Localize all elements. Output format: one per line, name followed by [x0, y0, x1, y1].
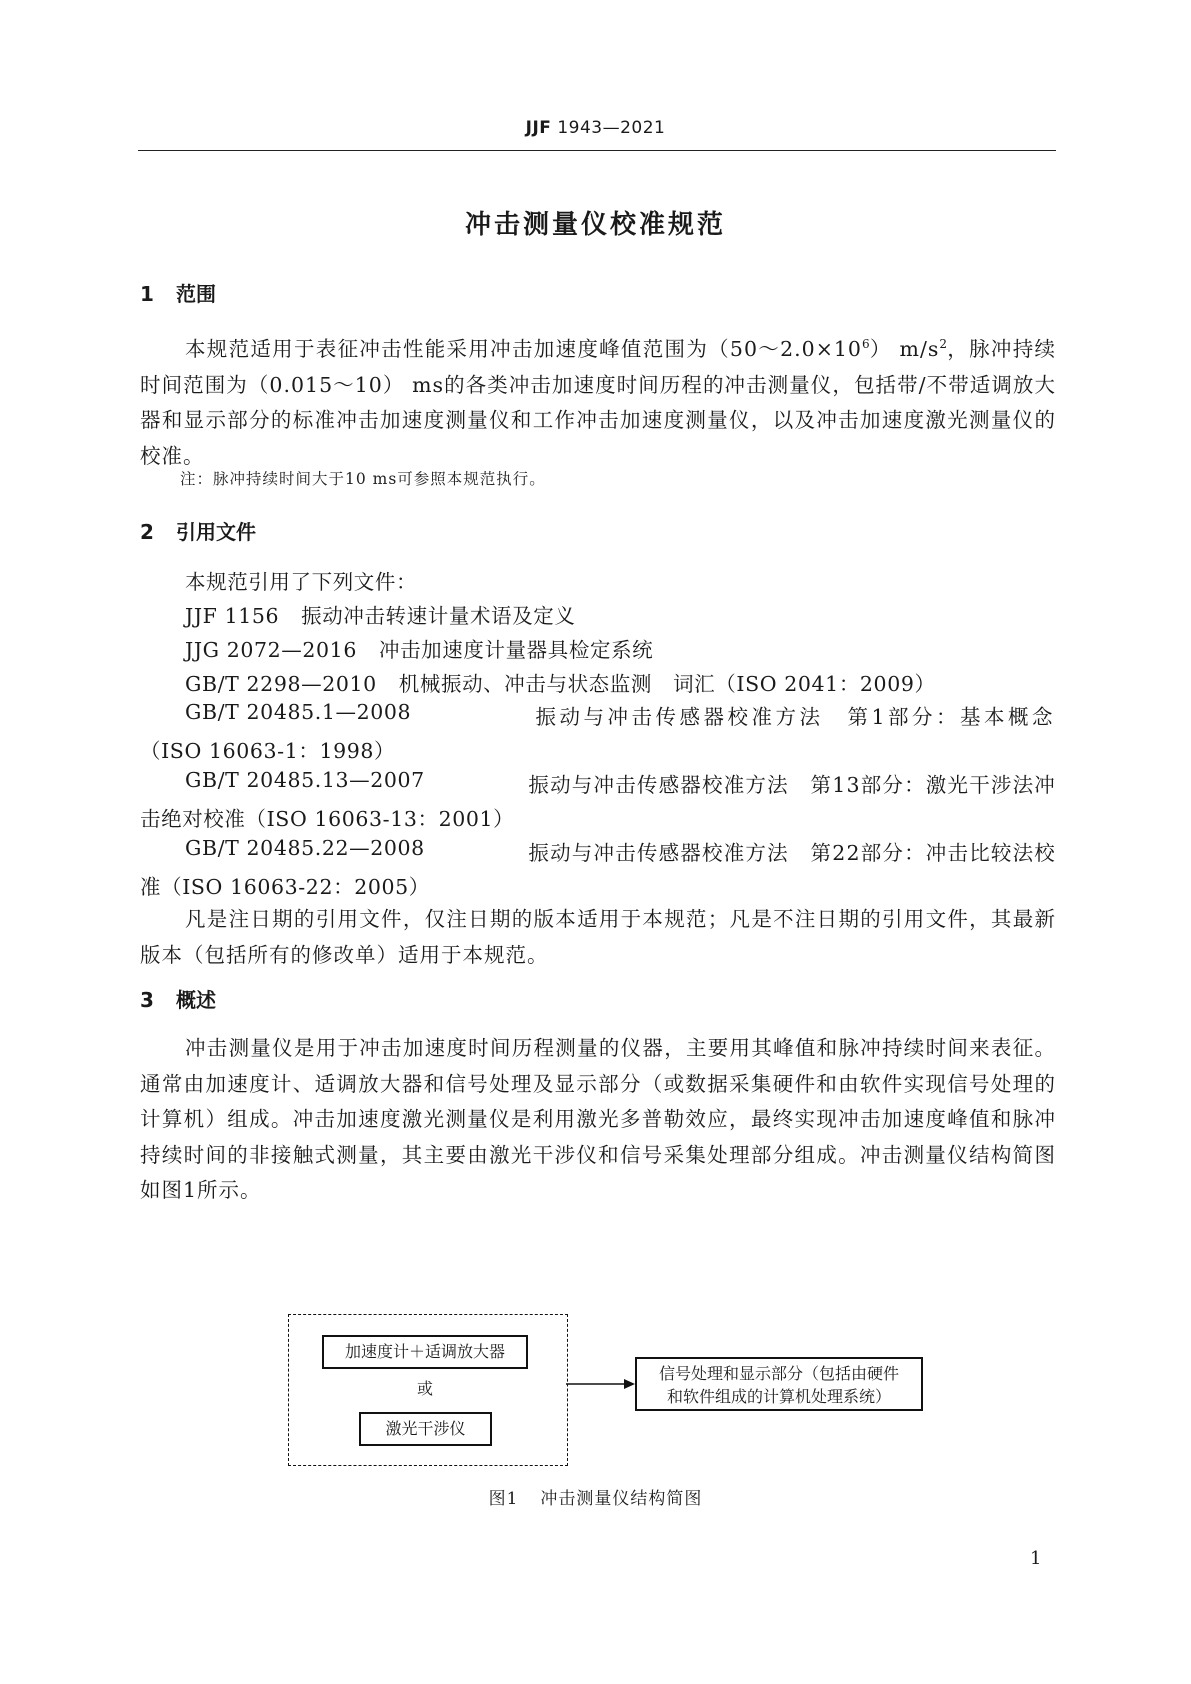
section-3-paragraph: 冲击测量仪是用于冲击加速度时间历程测量的仪器，主要用其峰值和脉冲持续时间来表征。通常由加速度计、适调放大器和信号处理及显示部分（或数据采集硬件和由软件实现信号处理的计算机）组成。冲击加速度激光测量仪是利用激光多普勒效应，最终实现冲击加速度峰值和脉冲持续时间的非接触式测量，其主要由激光干涉仪和信号采集处理部分组成。冲击测量仪结构简图如图1所示。: [140, 1036, 1056, 1202]
section-1-paragraph: [140, 327, 1056, 474]
reference-code: GB/T 20485.22—2008: [185, 836, 425, 860]
reference-item: [185, 599, 575, 629]
reference-title: 振动与冲击传感器校准方法 第1部分：基本概念: [535, 705, 1056, 729]
reference-title: 振动冲击转速计量术语及定义: [301, 604, 576, 628]
signal-processing-line-1: 信号处理和显示部分（包括由硬件: [658, 1364, 899, 1383]
section-2-number: 2: [140, 520, 154, 544]
section-3-title: 概述: [176, 988, 216, 1012]
reference-code: JJG 2072—2016: [185, 638, 357, 662]
reference-item-4-cont: （ISO 16063-1：1998）: [140, 739, 396, 763]
reference-title: 振动与冲击传感器校准方法 第22部分：冲击比较法校: [528, 841, 1056, 865]
reference-item-5: [185, 768, 1056, 798]
document-code-prefix: JJF: [525, 118, 552, 138]
section-1-text-c: ，脉冲持续时间范围为（0.015～10） ms的各类冲击加速度时间历程的冲击测量仪，包括带/不带适调放大器和显示部分的标准冲击加速度测量仪和工作冲击加速度测量仪，以及冲击加速度激光测量仪的校准。: [140, 337, 1056, 468]
figure-caption: [0, 1484, 1191, 1509]
reference-title: 冲击加速度计量器具检定系统: [378, 638, 654, 662]
header-rule: [138, 150, 1056, 151]
reference-code: GB/T 20485.13—2007: [185, 768, 425, 792]
section-2-heading: [140, 516, 256, 545]
signal-processing-box: [635, 1357, 923, 1411]
or-label: 或: [416, 1379, 433, 1398]
page-title: 冲击测量仪校准规范: [464, 210, 726, 240]
section-3-number: 3: [140, 988, 154, 1012]
arrow-icon: [566, 1376, 636, 1392]
figure-caption-text: 冲击测量仪结构简图: [540, 1489, 703, 1509]
document-code-number: 1943—2021: [557, 118, 666, 138]
section-1-text-b: ） m/s: [869, 337, 940, 361]
reference-code: GB/T 2298—2010: [185, 672, 377, 696]
reference-item-6: [185, 836, 1056, 866]
section-3-heading: [140, 984, 216, 1013]
document-code: [0, 118, 1191, 138]
exponent-2: 2: [939, 337, 948, 351]
reference-item: [185, 667, 936, 697]
laser-interferometer-box: 激光干涉仪: [359, 1412, 492, 1446]
reference-item: [185, 633, 653, 663]
section-1-heading: [140, 278, 216, 307]
reference-code: JJF 1156: [185, 604, 280, 628]
page-number: 1: [1030, 1548, 1042, 1569]
reference-code: GB/T 20485.1—2008: [185, 700, 412, 724]
section-2-title: 引用文件: [176, 520, 256, 544]
reference-item-5-cont: 击绝对校准（ISO 16063-13：2001）: [140, 807, 515, 831]
exponent-6: 6: [861, 337, 870, 351]
accelerometer-amplifier-box: 加速度计＋适调放大器: [322, 1335, 528, 1369]
reference-item-6-cont: 准（ISO 16063-22：2005）: [140, 875, 430, 899]
section-2-intro: 本规范引用了下列文件：: [185, 570, 418, 594]
section-1-text-a: 本规范适用于表征冲击性能采用冲击加速度峰值范围为（50～2.0×10: [185, 337, 862, 361]
section-2-closing: 凡是注日期的引用文件，仅注日期的版本适用于本规范；凡是不注日期的引用文件，其最新版本（包括所有的修改单）适用于本规范。: [140, 907, 1056, 967]
section-1-title: 范围: [176, 282, 216, 306]
reference-title: 振动与冲击传感器校准方法 第13部分：激光干涉法冲: [528, 773, 1056, 797]
reference-title: 机械振动、冲击与状态监测 词汇（ISO 2041：2009）: [398, 672, 936, 696]
section-1-note: 注：脉冲持续时间大于10 ms可参照本规范执行。: [180, 470, 546, 488]
reference-item-4: [185, 700, 1056, 730]
signal-processing-line-2: 和软件组成的计算机处理系统）: [666, 1387, 891, 1406]
section-1-number: 1: [140, 282, 154, 306]
figure-caption-number: 图1: [488, 1489, 519, 1509]
